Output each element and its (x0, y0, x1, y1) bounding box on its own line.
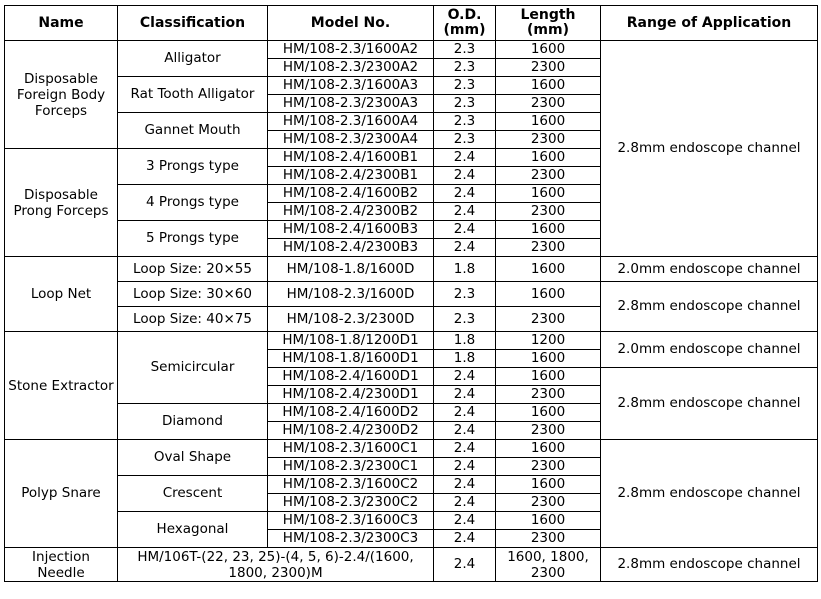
od-cell: 2.4 (434, 149, 496, 167)
length-cell: 1600 (496, 476, 601, 494)
model-cell: HM/108-2.3/1600A2 (268, 41, 434, 59)
range-cell: 2.8mm endoscope channel (601, 41, 818, 257)
od-cell: 2.4 (434, 239, 496, 257)
model-cell: HM/108-1.8/1600D (268, 257, 434, 282)
classification-cell: Gannet Mouth (118, 113, 268, 149)
length-cell: 1600 (496, 149, 601, 167)
od-cell: 2.4 (434, 512, 496, 530)
model-cell: HM/108-1.8/1600D1 (268, 350, 434, 368)
header-range: Range of Application (601, 6, 818, 41)
od-cell: 2.4 (434, 440, 496, 458)
length-cell: 1600 (496, 282, 601, 307)
range-cell: 2.0mm endoscope channel (601, 257, 818, 282)
od-cell: 2.3 (434, 95, 496, 113)
od-cell: 2.3 (434, 77, 496, 95)
model-cell: HM/108-2.4/1600B3 (268, 221, 434, 239)
od-cell: 1.8 (434, 350, 496, 368)
classification-cell: Crescent (118, 476, 268, 512)
model-cell: HM/108-2.3/1600C2 (268, 476, 434, 494)
range-cell: 2.0mm endoscope channel (601, 332, 818, 368)
model-cell: HM/108-2.3/2300C3 (268, 530, 434, 548)
group-name: Disposable Foreign Body Forceps (5, 41, 118, 149)
classification-cell: Rat Tooth Alligator (118, 77, 268, 113)
model-cell: HM/108-2.4/1600B1 (268, 149, 434, 167)
od-cell: 2.4 (434, 368, 496, 386)
model-cell: HM/108-2.3/1600C3 (268, 512, 434, 530)
range-cell: 2.8mm endoscope channel (601, 440, 818, 548)
classification-cell: Alligator (118, 41, 268, 77)
od-cell: 2.3 (434, 59, 496, 77)
model-cell: HM/108-2.4/2300D1 (268, 386, 434, 404)
length-cell: 1600 (496, 350, 601, 368)
length-cell: 1600 (496, 368, 601, 386)
classification-cell: Oval Shape (118, 440, 268, 476)
classification-cell: 3 Prongs type (118, 149, 268, 185)
length-cell: 2300 (496, 167, 601, 185)
classification-cell: 5 Prongs type (118, 221, 268, 257)
length-cell: 1600 (496, 77, 601, 95)
od-cell: 2.4 (434, 530, 496, 548)
length-cell: 2300 (496, 95, 601, 113)
length-cell: 1600 (496, 404, 601, 422)
table-row (5, 548, 818, 582)
model-cell: HM/108-2.3/2300C1 (268, 458, 434, 476)
model-cell: HM/108-2.3/1600A3 (268, 77, 434, 95)
od-cell: 1.8 (434, 332, 496, 350)
length-cell: 1600 (496, 41, 601, 59)
length-cell: 1600 (496, 113, 601, 131)
od-cell: 2.4 (434, 386, 496, 404)
od-cell: 2.4 (434, 476, 496, 494)
classification-cell: Loop Size: 20×55 (118, 257, 268, 282)
length-cell: 1600 (496, 257, 601, 282)
group-name: Stone Extractor (5, 332, 118, 440)
header-od-line1: O.D. (447, 7, 482, 23)
model-cell: HM/108-2.4/2300B2 (268, 203, 434, 221)
length-cell: 2300 (496, 422, 601, 440)
od-cell: 2.4 (434, 422, 496, 440)
length-cell: 2300 (496, 203, 601, 221)
header-model: Model No. (268, 6, 434, 41)
length-cell: 2300 (496, 59, 601, 77)
classification-cell: Hexagonal (118, 512, 268, 548)
product-spec-table (4, 5, 818, 582)
range-cell: 2.8mm endoscope channel (601, 548, 818, 582)
length-cell: 2300 (496, 239, 601, 257)
od-cell: 2.4 (434, 167, 496, 185)
length-cell: 2300 (496, 386, 601, 404)
header-classification: Classification (118, 6, 268, 41)
range-cell: 2.8mm endoscope channel (601, 282, 818, 332)
length-cell: 1600 (496, 512, 601, 530)
length-cell: 2300 (496, 494, 601, 512)
length-cell: 2300 (496, 307, 601, 332)
od-cell: 2.4 (434, 185, 496, 203)
model-cell: HM/108-2.4/1600B2 (268, 185, 434, 203)
length-cell: 1200 (496, 332, 601, 350)
group-name: Injection Needle (5, 548, 118, 582)
length-cell: 1600 (496, 221, 601, 239)
model-cell: HM/108-2.3/2300D (268, 307, 434, 332)
model-cell: HM/106T-(22, 23, 25)-(4, 5, 6)-2.4/(1600, 1800, 2300)M (118, 548, 434, 582)
od-cell: 2.3 (434, 131, 496, 149)
model-cell: HM/108-2.4/2300B3 (268, 239, 434, 257)
model-cell: HM/108-2.3/1600A4 (268, 113, 434, 131)
model-cell: HM/108-2.3/2300A2 (268, 59, 434, 77)
classification-cell: Diamond (118, 404, 268, 440)
table-row (5, 282, 818, 307)
od-cell: 2.3 (434, 282, 496, 307)
classification-cell: Loop Size: 40×75 (118, 307, 268, 332)
od-cell: 2.4 (434, 404, 496, 422)
od-cell: 2.4 (434, 203, 496, 221)
length-cell: 1600, 1800, 2300 (496, 548, 601, 582)
model-cell: HM/108-2.3/2300A4 (268, 131, 434, 149)
length-cell: 2300 (496, 458, 601, 476)
group-name: Disposable Prong Forceps (5, 149, 118, 257)
header-od (434, 6, 496, 41)
model-cell: HM/108-1.8/1200D1 (268, 332, 434, 350)
table-row (5, 332, 818, 350)
header-od-line2: (mm) (443, 22, 486, 38)
group-name: Loop Net (5, 257, 118, 332)
table-row (5, 41, 818, 59)
model-cell: HM/108-2.3/1600D (268, 282, 434, 307)
length-cell: 1600 (496, 185, 601, 203)
header-length: Length (mm) (496, 6, 601, 41)
table-row (5, 440, 818, 458)
od-cell: 2.3 (434, 307, 496, 332)
model-cell: HM/108-2.3/1600C1 (268, 440, 434, 458)
table-row (5, 257, 818, 282)
model-cell: HM/108-2.3/2300C2 (268, 494, 434, 512)
od-cell: 2.4 (434, 458, 496, 476)
classification-cell: 4 Prongs type (118, 185, 268, 221)
model-cell: HM/108-2.3/2300A3 (268, 95, 434, 113)
od-cell: 2.3 (434, 41, 496, 59)
model-cell: HM/108-2.4/2300B1 (268, 167, 434, 185)
od-cell: 2.4 (434, 548, 496, 582)
group-name: Polyp Snare (5, 440, 118, 548)
od-cell: 2.4 (434, 494, 496, 512)
length-cell: 2300 (496, 131, 601, 149)
model-cell: HM/108-2.4/2300D2 (268, 422, 434, 440)
header-name: Name (5, 6, 118, 41)
classification-cell: Loop Size: 30×60 (118, 282, 268, 307)
od-cell: 2.4 (434, 221, 496, 239)
length-cell: 2300 (496, 530, 601, 548)
range-cell: 2.8mm endoscope channel (601, 368, 818, 440)
classification-cell: Semicircular (118, 332, 268, 404)
od-cell: 2.3 (434, 113, 496, 131)
model-cell: HM/108-2.4/1600D1 (268, 368, 434, 386)
length-cell: 1600 (496, 440, 601, 458)
od-cell: 1.8 (434, 257, 496, 282)
model-cell: HM/108-2.4/1600D2 (268, 404, 434, 422)
